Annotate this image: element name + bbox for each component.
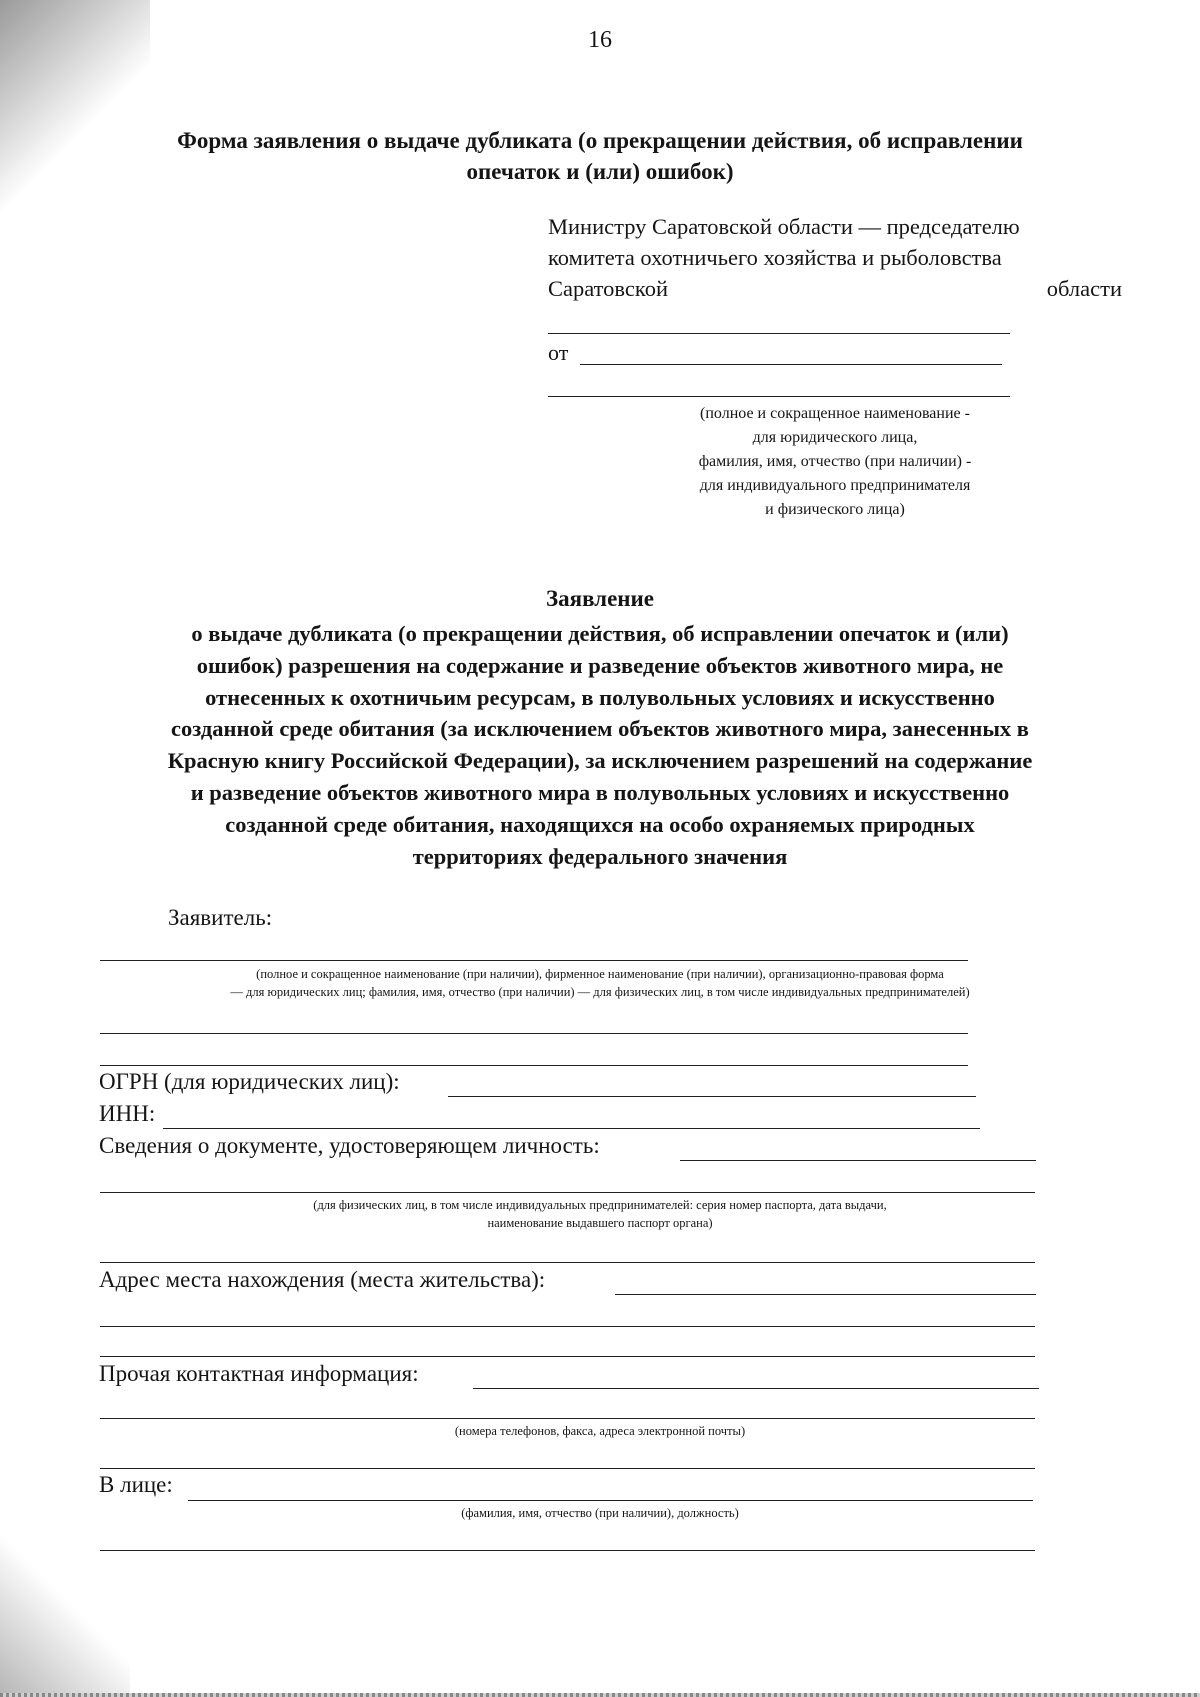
statement-title <box>90 618 1110 872</box>
form-title-line-1: Форма заявления о выдаче дубликата (о прекращении действия, об исправлении <box>177 128 1023 153</box>
addressee-line-3 <box>548 273 1122 304</box>
addressee-caption-line-1: (полное и сокращенное наименование - <box>700 405 970 422</box>
address-field-line[interactable] <box>615 1294 1036 1295</box>
addressee-blank-line-2[interactable] <box>548 396 1010 397</box>
addressee-line-3-right: области <box>1046 276 1122 301</box>
contact-extra-line-2[interactable] <box>100 1468 1035 1469</box>
contact-label: Прочая контактная информация: <box>99 1361 419 1386</box>
statement-line: отнесенных к охотничьим ресурсам, в полувольных условиях и искусственно <box>205 684 995 710</box>
statement-line: ошибок) разрешения на содержание и разведение объектов животного мира, не <box>196 652 1004 678</box>
contact-caption: (номера телефонов, факса, адреса электронной почты) <box>454 1424 746 1438</box>
contact-extra-line[interactable] <box>100 1418 1035 1419</box>
statement-line: созданной среде обитания, находящихся на особо охраняемых природных <box>225 811 975 837</box>
ogrn-field-line[interactable] <box>448 1096 976 1097</box>
statement-line: созданной среде обитания (за исключением объектов животного мира, занесенных в <box>171 716 1029 742</box>
statement-line: территориях федерального значения <box>412 843 788 869</box>
representative-field-line[interactable] <box>188 1500 1033 1501</box>
representative-caption: (фамилия, имя, отчество (при наличии), должность) <box>461 1506 739 1520</box>
id-document-caption-line-2: наименование выдавшего паспорт органа) <box>487 1216 713 1230</box>
id-document-caption <box>100 1196 1100 1232</box>
id-document-caption-line-1: (для физических лиц, в том числе индивидуальных предпринимателей: серия номер паспорта, дата выдачи, <box>313 1198 887 1212</box>
scan-shadow-bottom-left <box>0 1527 130 1697</box>
representative-label: В лице: <box>99 1472 173 1497</box>
address-extra-line-2[interactable] <box>100 1356 1035 1357</box>
page-number: 16 <box>588 27 612 53</box>
addressee-line-2: комитета охотничьего хозяйства и рыболовства <box>548 245 1002 270</box>
id-document-extra-line-2[interactable] <box>100 1262 1035 1263</box>
applicant-name-line[interactable] <box>100 960 968 961</box>
id-document-field-line[interactable] <box>680 1160 1036 1161</box>
scan-edge-bottom <box>0 1693 1200 1697</box>
statement-line: о выдаче дубликата (о прекращении действия, об исправлении опечаток и (или) <box>191 621 1009 646</box>
statement-line: Красную книгу Российской Федерации), за исключением разрешений на содержание <box>167 748 1033 774</box>
representative-extra-line[interactable] <box>100 1550 1035 1551</box>
applicant-caption-line-2: — для юридических лиц; фамилия, имя, отчество (при наличии) — для физических лиц, в том числе индивидуальных предпринимателей) <box>230 985 970 999</box>
from-label: от <box>548 340 569 365</box>
applicant-extra-line-2[interactable] <box>100 1065 968 1066</box>
addressee-line-3-left: Саратовской <box>548 276 668 301</box>
addressee-block <box>548 211 1122 304</box>
addressee-caption <box>640 402 1030 522</box>
address-extra-line-1[interactable] <box>100 1326 1035 1327</box>
addressee-caption-line-3: фамилия, имя, отчество (при наличии) - <box>698 453 972 470</box>
addressee-blank-line-1[interactable] <box>548 333 1010 334</box>
addressee-caption-line-2: для юридического лица, <box>752 429 918 446</box>
statement-heading: Заявление <box>545 586 655 611</box>
form-title-line-2: опечаток и (или) ошибок) <box>466 159 734 184</box>
ogrn-label: ОГРН (для юридических лиц): <box>99 1069 400 1094</box>
statement-line: и разведение объектов животного мира в полувольных условиях и искусственно <box>190 779 1010 805</box>
applicant-caption-line-1: (полное и сокращенное наименование (при наличии), фирменное наименование (при наличии), организационно-правовая форма <box>256 967 944 981</box>
contact-field-line[interactable] <box>473 1388 1039 1389</box>
form-title <box>100 125 1100 187</box>
id-document-label: Сведения о документе, удостоверяющем личность: <box>99 1133 600 1158</box>
inn-label: ИНН: <box>99 1101 156 1126</box>
inn-field-line[interactable] <box>163 1128 980 1129</box>
id-document-extra-line[interactable] <box>100 1192 1035 1193</box>
applicant-extra-line-1[interactable] <box>100 1033 968 1034</box>
addressee-caption-line-4: для индивидуального предпринимателя <box>699 477 971 494</box>
applicant-label: Заявитель: <box>168 905 273 930</box>
addressee-caption-line-5: и физического лица) <box>765 501 905 518</box>
from-blank-line[interactable] <box>580 364 1002 365</box>
address-label: Адрес места нахождения (места жительства): <box>99 1267 546 1292</box>
applicant-caption <box>100 965 1100 1001</box>
addressee-line-1: Министру Саратовской области — председателю <box>548 214 1020 239</box>
